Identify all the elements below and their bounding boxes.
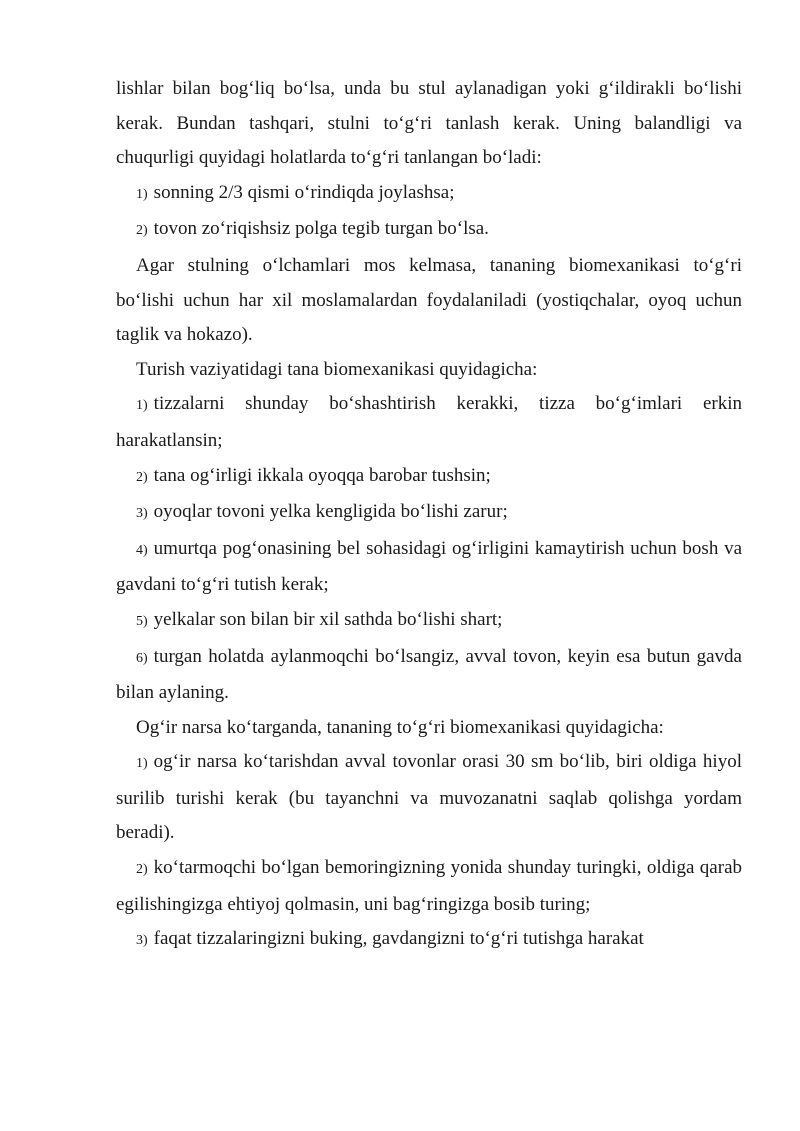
list-item-number: 6) bbox=[136, 650, 148, 666]
list-item bbox=[116, 745, 742, 851]
paragraph-text: lishlar bilan bog‘liq bo‘lsa, unda bu stul aylanadigan yoki g‘ildirakli bo‘lishi kerak. Bundan tashqari, stulni to‘g‘ri tanlash kerak. Uning balandligi va chuqurligi quyidagi holatlarda to‘g‘ri tanlangan bo‘ladi: bbox=[116, 78, 742, 169]
list-item-text: tovon zo‘riqishsiz polga tegib turgan bo‘lsa. bbox=[153, 218, 489, 240]
list-item-text: ko‘tarmoqchi bo‘lgan bemoringizning yonida shunday turingki, oldiga qarab egilishingizga ehtiyoj qolmasin, uni bag‘ringizga bosib turing; bbox=[116, 857, 742, 915]
paragraph bbox=[116, 353, 742, 388]
list-item bbox=[116, 640, 742, 711]
list-item bbox=[116, 495, 742, 532]
list-item-text: oyoqlar tovoni yelka kengligida bo‘lishi zarur; bbox=[153, 501, 508, 523]
list-item bbox=[116, 387, 742, 458]
list-item bbox=[116, 212, 742, 249]
paragraph-text: Og‘ir narsa ko‘targanda, tananing to‘g‘ri biomexanikasi quyidagicha: bbox=[136, 716, 664, 738]
list-item-number: 1) bbox=[136, 186, 148, 202]
list-item-number: 3) bbox=[136, 933, 148, 949]
list-item-number: 3) bbox=[136, 506, 148, 522]
paragraph-text: Turish vaziyatidagi tana biomexanikasi quyidagicha: bbox=[136, 358, 538, 380]
list-item-text: umurtqa pog‘onasining bel sohasidagi og‘irligini kamaytirish uchun bosh va gavdani to‘g‘ri tutish kerak; bbox=[116, 537, 742, 596]
list-item bbox=[116, 851, 742, 922]
list-item-text: turgan holatda aylanmoqchi bo‘lsangiz, avval tovon, keyin esa butun gavda bilan aylaning. bbox=[116, 645, 742, 704]
list-item-text: sonning 2/3 qismi o‘rindiqda joylashsa; bbox=[153, 181, 455, 203]
list-item-number: 1) bbox=[136, 398, 148, 414]
paragraph-text: Agar stulning o‘lchamlari mos kelmasa, tananing biomexanikasi to‘g‘ri bo‘lishi uchun har xil moslamalardan foydalaniladi (yostiqchalar, oyoq uchun taglik va hokazo). bbox=[116, 254, 742, 346]
list-item-number: 1) bbox=[136, 756, 148, 772]
list-item-number: 2) bbox=[136, 469, 148, 485]
list-item-text: faqat tizzalaringizni buking, gavdangizni to‘g‘ri tutishga harakat bbox=[153, 928, 644, 950]
list-item-text: tana og‘irligi ikkala oyoqqa barobar tushsin; bbox=[153, 464, 491, 486]
list-item-number: 2) bbox=[136, 862, 148, 878]
paragraph bbox=[116, 249, 742, 353]
list-item bbox=[116, 459, 742, 496]
list-item-text: tizzalarni shunday bo‘shashtirish kerakki, tizza bo‘g‘imlari erkin harakatlansin; bbox=[116, 393, 742, 451]
paragraph bbox=[116, 72, 742, 176]
list-item bbox=[116, 603, 742, 640]
list-item-number: 4) bbox=[136, 542, 148, 558]
list-item bbox=[116, 922, 742, 959]
list-item-text: yelkalar son bilan bir xil sathda bo‘lishi shart; bbox=[153, 608, 503, 630]
list-item bbox=[116, 176, 742, 213]
paragraph bbox=[116, 711, 742, 746]
list-item-text: og‘ir narsa ko‘tarishdan avval tovonlar orasi 30 sm bo‘lib, biri oldiga hiyol surilib turishi kerak (bu tayanchni va muvozanatni saqlab qolishga yordam beradi). bbox=[116, 751, 742, 844]
list-item-number: 5) bbox=[136, 613, 148, 629]
list-item bbox=[116, 532, 742, 603]
list-item-number: 2) bbox=[136, 223, 148, 239]
document-body bbox=[116, 72, 742, 959]
